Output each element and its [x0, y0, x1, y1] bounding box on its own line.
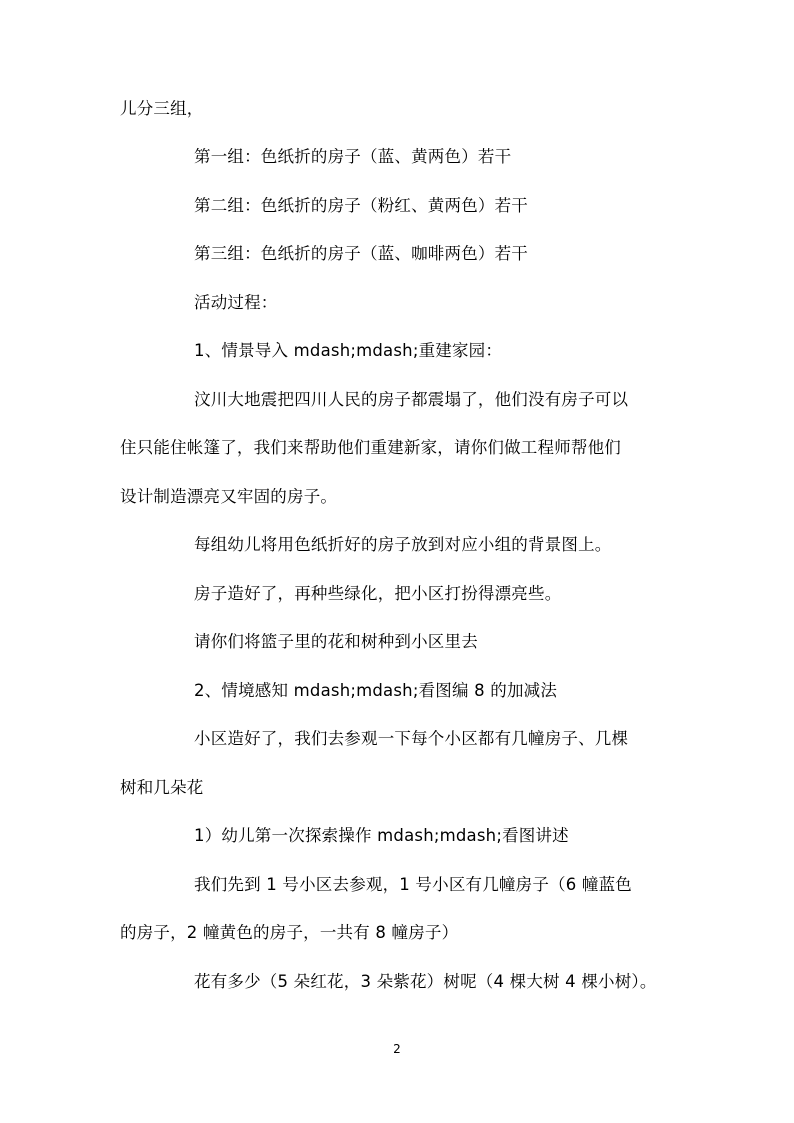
- text-line-13: 2、情境感知 mdash;mdash;看图编 8 的加减法: [194, 681, 558, 700]
- text-line-4: 第三组：色纸折的房子（蓝、咖啡两色）若干: [194, 244, 528, 263]
- text-line-19: 花有多少（5 朵红花，3 朵紫花）树呢（4 棵大树 4 棵小树）。: [194, 972, 657, 991]
- text-line-14: 小区造好了，我们去参观一下每个小区都有几幢房子、几棵: [194, 729, 629, 748]
- text-line-15: 树和几朵花: [120, 778, 204, 797]
- text-line-10: 每组幼儿将用色纸折好的房子放到对应小组的背景图上。: [194, 535, 612, 554]
- text-line-17: 我们先到 1 号小区去参观，1 号小区有几幢房子（6 幢蓝色: [194, 875, 632, 894]
- text-line-2: 第一组：色纸折的房子（蓝、黄两色）若干: [194, 147, 512, 166]
- text-line-1: 儿分三组，: [120, 99, 204, 118]
- text-line-5: 活动过程：: [194, 293, 278, 312]
- text-line-8: 住只能住帐篷了，我们来帮助他们重建新家，请你们做工程师帮他们: [120, 438, 621, 457]
- text-line-16: 1）幼儿第一次探索操作 mdash;mdash;看图讲述: [194, 826, 569, 845]
- text-line-18: 的房子，2 幢黄色的房子，一共有 8 幢房子）: [120, 923, 459, 942]
- text-line-9: 设计制造漂亮又牢固的房子。: [120, 487, 338, 506]
- text-line-12: 请你们将篮子里的花和树种到小区里去: [194, 632, 478, 651]
- text-line-3: 第二组：色纸折的房子（粉红、黄两色）若干: [194, 196, 528, 215]
- text-line-6: 1、情景导入 mdash;mdash;重建家园：: [194, 341, 503, 360]
- text-line-11: 房子造好了，再种些绿化，把小区打扮得漂亮些。: [194, 584, 562, 603]
- page-number: 2: [393, 1042, 401, 1056]
- text-line-7: 汶川大地震把四川人民的房子都震塌了，他们没有房子可以: [194, 390, 629, 409]
